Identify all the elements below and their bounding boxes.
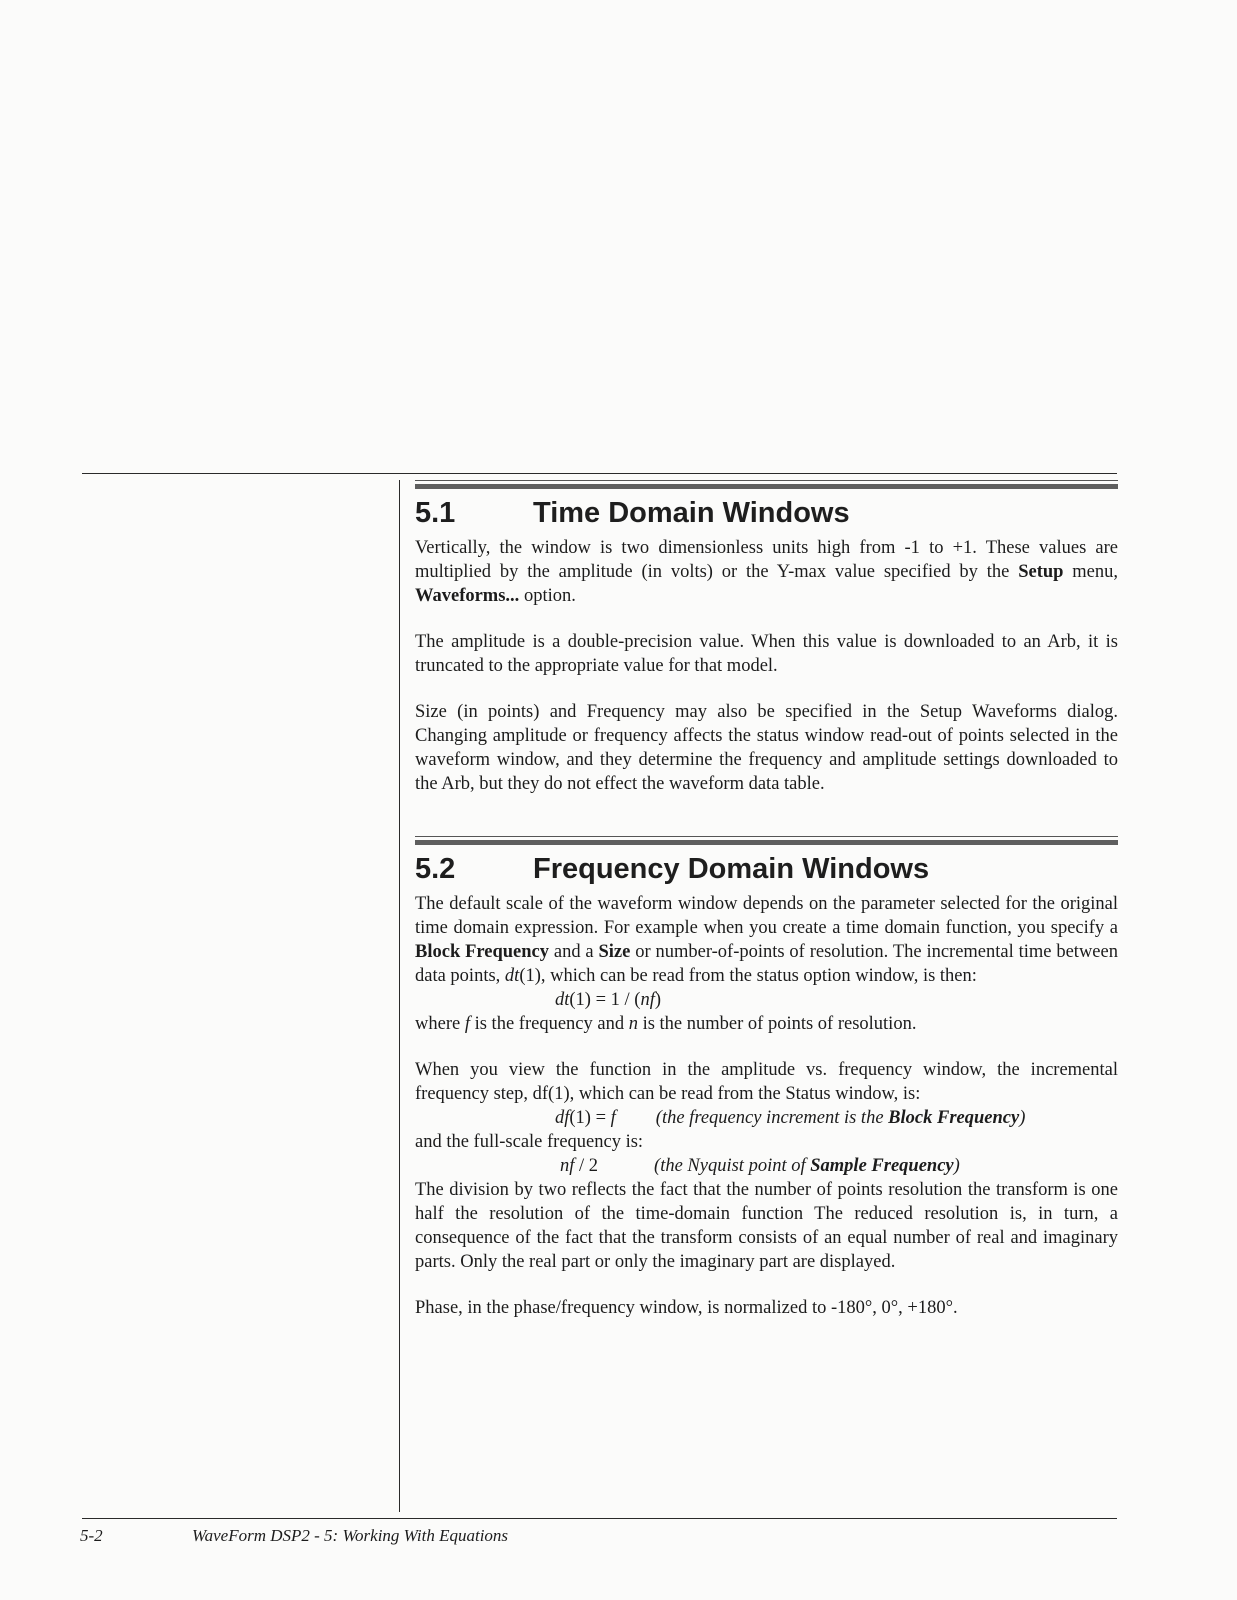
section-1-paragraph-2: The amplitude is a double-precision value. When this value is downloaded to an Arb, it is truncated to the appropriate value for that model. [415, 632, 1118, 676]
page-number: 5-2 [80, 1526, 103, 1545]
section-1-number: 5.1 [415, 497, 456, 529]
bottom-rule [82, 1518, 1117, 1519]
section-2-paragraph-1: The default scale of the waveform window depends on the parameter selected for the original time domain expression. For example when you create a time domain function, you specify a Block Frequency and a Size or number-of-points of resolution. The incremental time between data points, dt(1), which can be read from the status option window, is then: [415, 894, 1118, 986]
section-2-heading [415, 852, 1118, 886]
where-clause: where f is the frequency and n is the number of points of resolution. [415, 1014, 917, 1034]
waveforms-option-ref: Waveforms... [415, 586, 520, 606]
equation-dt: dt(1) = 1 / (nf) [555, 990, 662, 1010]
section-1-paragraph-3: Size (in points) and Frequency may also be specified in the Setup Waveforms dialog. Changing amplitude or frequency affects the status window read-out of points selected in the waveform window, and they determine the frequency and amplitude settings downloaded to the Arb, but they do not effect the waveform data table. [415, 702, 1118, 794]
section-2-paragraph-2: When you view the function in the amplitude vs. frequency window, the incremental frequency step, df(1), which can be read from the Status window, is: [415, 1060, 1118, 1104]
equation-df: df(1) = f (the frequency increment is the Block Frequency) [555, 1108, 1026, 1128]
section-frequency-domain-windows [415, 852, 1118, 1320]
section-2-number: 5.2 [415, 853, 456, 885]
section-1-header-bar [415, 484, 1118, 489]
margin-vertical-rule [399, 480, 400, 1512]
full-scale-line: and the full-scale frequency is: [415, 1132, 644, 1152]
setup-menu-ref: Setup [1018, 562, 1064, 582]
section-2-paragraph-3: The division by two reflects the fact that the number of points resolution the transform is one half the resolution of the time-domain function The reduced resolution is, in turn, a consequence of the fact that the transform consists of an equal number of real and imaginary parts. Only the real part or only the imaginary part are displayed. [415, 1180, 1118, 1272]
section-time-domain-windows [415, 496, 1118, 796]
equation-nyquist: nf / 2 (the Nyquist point of Sample Frequency) [560, 1156, 960, 1176]
section-1-title: Time Domain Windows [533, 497, 850, 529]
top-rule [82, 473, 1117, 474]
footer-title: WaveForm DSP2 - 5: Working With Equations [192, 1526, 509, 1545]
section-2-title: Frequency Domain Windows [533, 853, 930, 885]
section-2-paragraph-4: Phase, in the phase/frequency window, is normalized to -180°, 0°, +180°. [415, 1298, 958, 1318]
section-1-paragraph-1: Vertically, the window is two dimensionless units high from -1 to +1. These values are multiplied by the amplitude (in volts) or the Y-max value specified by the Setup menu, Waveforms... option. [415, 538, 1118, 606]
size-ref: Size [598, 942, 631, 962]
section-2-header-bar [415, 840, 1118, 845]
section-1-heading [415, 496, 1118, 530]
block-frequency-ref: Block Frequency [415, 942, 550, 962]
